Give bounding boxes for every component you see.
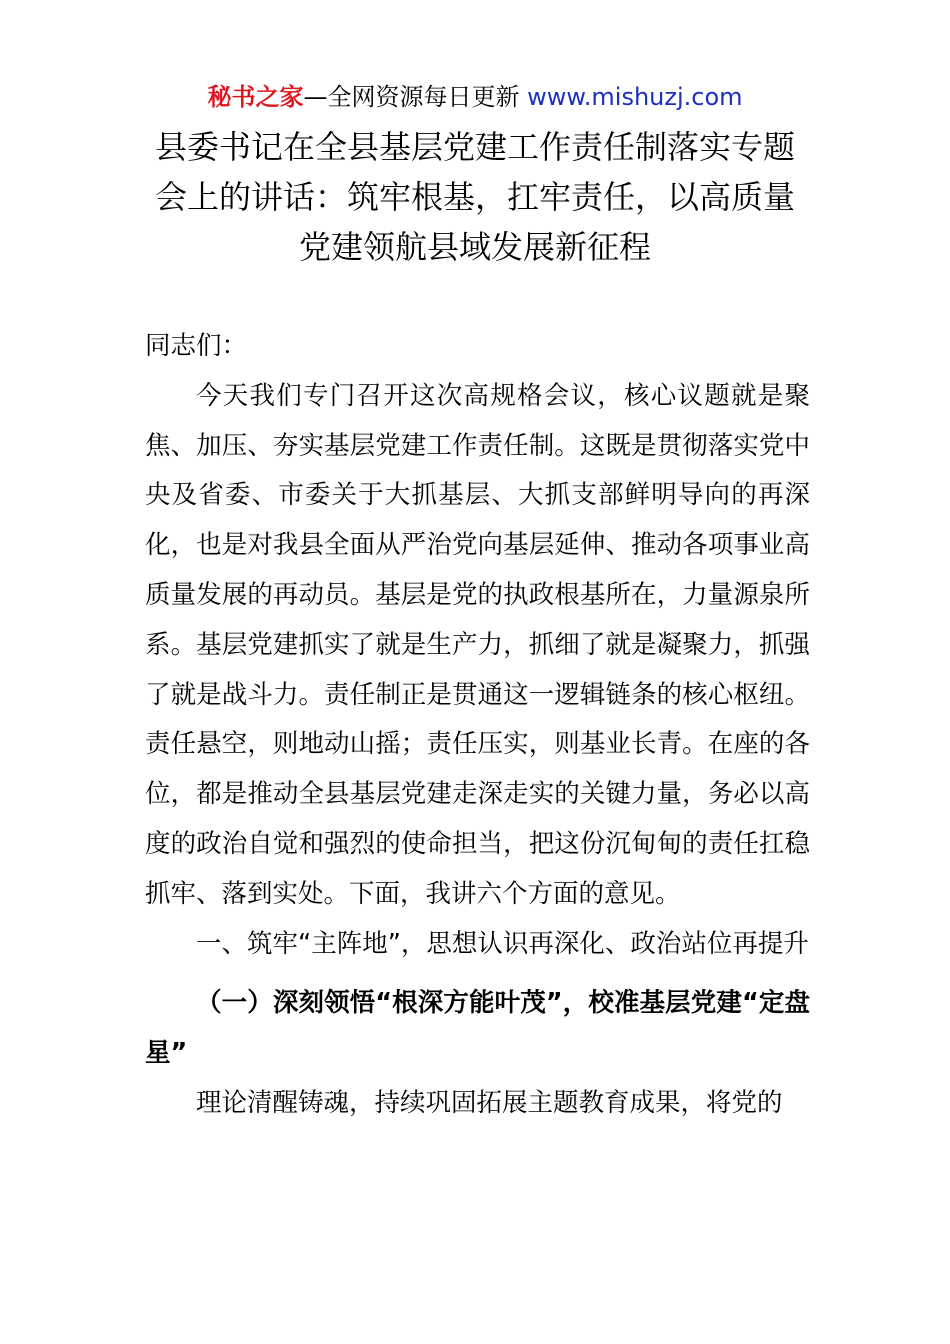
brand-name: 秘书之家 xyxy=(207,83,304,111)
document-title xyxy=(140,122,810,272)
subsection-heading-1: （一）深刻领悟“根深方能叶茂”，校准基层党建“定盘星” xyxy=(145,988,810,1069)
site-url: www.mishuzj.com xyxy=(527,83,743,111)
title-line-3: 党建领航县域发展新征程 xyxy=(298,228,651,266)
title-line-1: 县委书记在全县基层党建工作责任制落实专题 xyxy=(154,128,795,166)
site-banner xyxy=(0,80,950,114)
salutation: 同志们： xyxy=(145,331,248,361)
section-heading-1: 一、筑牢“主阵地”，思想认识再深化、政治站位再提升 xyxy=(196,928,809,959)
body-paragraph-2: 理论清醒铸魂，持续巩固拓展主题教育成果，将党的 xyxy=(196,1087,783,1118)
banner-tagline: —全网资源每日更新 xyxy=(303,83,528,111)
document-body xyxy=(145,322,810,1129)
title-line-2: 会上的讲话：筑牢根基，扛牢责任，以高质量 xyxy=(154,178,795,216)
body-paragraph-1: 今天我们专门召开这次高规格会议，核心议题就是聚焦、加压、夯实基层党建工作责任制。这既是贯彻落实党中央及省委、市委关于大抓基层、大抓支部鲜明导向的再深化，也是对我县全面从严治党向基层延伸、推动各项事业高质量发展的再动员。基层是党的执政根基所在，力量源泉所系。基层党建抓实了就是生产力，抓细了就是凝聚力，抓强了就是战斗力。责任制正是贯通这一逻辑链条的核心枢纽。责任悬空，则地动山摇；责任压实，则基业长青。在座的各位，都是推动全县基层党建走深走实的关键力量，务必以高度的政治自觉和强烈的使命担当，把这份沉甸甸的责任扛稳抓牢、落到实处。下面，我讲六个方面的意见。 xyxy=(145,380,810,909)
